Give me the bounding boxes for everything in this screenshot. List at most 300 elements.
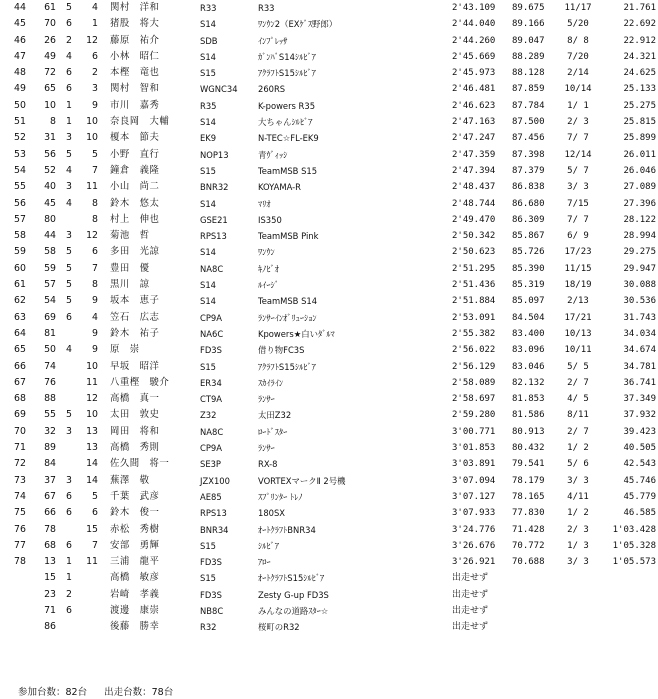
position-cell: 56 xyxy=(14,197,26,209)
table-row xyxy=(0,81,658,97)
percent-cell: 87.379 xyxy=(512,165,545,176)
driver-name-cell: 猪股 将大 xyxy=(110,18,160,30)
class-cell: 1 xyxy=(66,116,72,128)
gap-cell: 29.275 xyxy=(623,247,656,258)
percent-cell: 86.309 xyxy=(512,214,545,225)
car-number-cell: 15 xyxy=(44,572,56,584)
car-model-cell: S15 xyxy=(200,540,216,551)
table-row xyxy=(0,603,658,619)
team-cell: ｱｸﾗﾌﾄS15ｼﾙﾋﾞｱ xyxy=(258,68,316,79)
car-number-cell: 80 xyxy=(44,213,56,225)
table-row xyxy=(0,326,658,342)
gap-cell: 34.781 xyxy=(623,361,656,372)
car-model-cell: Z32 xyxy=(200,410,217,421)
time-cell: 3'26.676 xyxy=(452,540,496,551)
time-cell: 2'46.481 xyxy=(452,84,496,95)
position-cell: 72 xyxy=(14,458,26,470)
gap-cell: 45.746 xyxy=(623,475,656,486)
table-row xyxy=(0,375,658,391)
class-position-cell: 9 xyxy=(92,295,98,307)
car-model-cell: CP9A xyxy=(200,443,222,454)
percent-cell: 89.675 xyxy=(512,3,545,13)
table-row xyxy=(0,196,658,212)
car-number-cell: 49 xyxy=(44,50,56,62)
car-model-cell: SE3P xyxy=(200,459,221,470)
class-cell: 2 xyxy=(66,34,72,46)
class-cell: 3 xyxy=(66,474,72,486)
car-model-cell: SDB xyxy=(200,35,218,46)
gap-cell: 30.536 xyxy=(623,296,656,307)
team-cell: ｼﾙﾋﾞｱ xyxy=(258,540,279,551)
car-model-cell: FD3S xyxy=(200,345,222,356)
team-cell: RX-8 xyxy=(258,459,278,470)
table-row xyxy=(0,538,658,554)
car-model-cell: R35 xyxy=(200,100,217,111)
rank-cell: 11/15 xyxy=(564,263,592,274)
car-number-cell: 13 xyxy=(44,556,56,568)
gap-cell: 25.899 xyxy=(623,133,656,144)
table-row xyxy=(0,587,658,603)
time-cell: 2'44.040 xyxy=(452,19,496,30)
class-position-cell: 8 xyxy=(92,197,98,209)
class-position-cell: 13 xyxy=(86,425,98,437)
driver-name-cell: 三浦 龍平 xyxy=(110,556,160,568)
percent-cell: 85.867 xyxy=(512,231,545,242)
team-cell: ｷﾉﾋﾞｵ xyxy=(258,263,279,274)
driver-name-cell: 村上 伸也 xyxy=(110,213,160,225)
starters-count: 出走台数：78台 xyxy=(104,687,174,698)
rank-cell: 3/ 3 xyxy=(567,475,589,486)
class-position-cell: 11 xyxy=(86,181,98,193)
car-model-cell: NOP13 xyxy=(200,149,229,160)
class-position-cell: 9 xyxy=(92,327,98,339)
class-position-cell: 15 xyxy=(86,523,98,535)
gap-cell: 22.912 xyxy=(623,35,656,46)
gap-cell: 1'03.428 xyxy=(612,524,656,535)
position-cell: 75 xyxy=(14,507,26,519)
class-cell: 5 xyxy=(66,409,72,421)
rank-cell: 17/21 xyxy=(564,312,592,323)
car-model-cell: WGNC34 xyxy=(200,84,238,95)
car-model-cell: S14 xyxy=(200,280,216,291)
team-cell: ﾛｰﾄﾞｽﾀｰ xyxy=(258,426,288,437)
summary-footer xyxy=(18,684,187,698)
position-cell: 46 xyxy=(14,34,26,46)
table-row xyxy=(0,473,658,489)
table-row xyxy=(0,489,658,505)
class-cell: 6 xyxy=(66,604,72,616)
table-row xyxy=(0,359,658,375)
car-number-cell: 55 xyxy=(44,409,56,421)
driver-name-cell: 赤松 秀樹 xyxy=(110,523,160,535)
percent-cell: 77.830 xyxy=(512,508,545,519)
table-row xyxy=(0,407,658,423)
class-position-cell: 10 xyxy=(86,116,98,128)
time-cell: 3'07.094 xyxy=(452,475,496,486)
driver-name-cell: 早坂 昭洋 xyxy=(110,360,160,372)
driver-name-cell: 後藤 勝幸 xyxy=(110,621,160,633)
team-cell: ﾜﾝｳﾝ2（EXｹﾞｽ野郎） xyxy=(258,19,338,30)
rank-cell: 7/ 7 xyxy=(567,133,589,144)
table-row xyxy=(0,228,658,244)
gap-cell: 45.779 xyxy=(623,491,656,502)
team-cell: N-TEC☆FL-EK9 xyxy=(258,133,319,144)
car-number-cell: 76 xyxy=(44,376,56,388)
rank-cell: 2/ 3 xyxy=(567,117,589,128)
class-position-cell: 12 xyxy=(86,393,98,405)
position-cell: 63 xyxy=(14,311,26,323)
position-cell: 54 xyxy=(14,164,26,176)
table-row xyxy=(0,440,658,456)
driver-name-cell: 市川 嘉秀 xyxy=(110,99,160,111)
time-cell: 2'58.089 xyxy=(452,377,496,388)
rank-cell: 5/ 6 xyxy=(567,459,589,470)
rank-cell: 1/ 2 xyxy=(567,443,589,454)
team-cell: ｶﾞﾝﾊﾞS14ｼﾙﾋﾞｱ xyxy=(258,51,316,62)
table-row xyxy=(0,98,658,114)
car-number-cell: 58 xyxy=(44,246,56,258)
car-number-cell: 37 xyxy=(44,474,56,486)
class-cell: 5 xyxy=(66,148,72,160)
car-model-cell: CT9A xyxy=(200,394,223,405)
car-model-cell: R32 xyxy=(200,622,217,633)
position-cell: 50 xyxy=(14,99,26,111)
gap-cell: 39.423 xyxy=(623,426,656,437)
car-number-cell: 70 xyxy=(44,18,56,30)
class-cell: 4 xyxy=(66,50,72,62)
table-row xyxy=(0,277,658,293)
percent-cell: 81.853 xyxy=(512,394,545,405)
class-cell: 3 xyxy=(66,181,72,193)
class-position-cell: 2 xyxy=(92,67,98,79)
driver-name-cell: 笠石 広志 xyxy=(110,311,160,323)
car-number-cell: 68 xyxy=(44,539,56,551)
gap-cell: 25.133 xyxy=(623,84,656,95)
position-cell: 64 xyxy=(14,327,26,339)
driver-name-cell: 太田 敦史 xyxy=(110,409,160,421)
gap-cell: 21.761 xyxy=(623,3,656,13)
class-position-cell: 11 xyxy=(86,556,98,568)
rank-cell: 11/17 xyxy=(564,3,592,13)
percent-cell: 85.097 xyxy=(512,296,545,307)
time-cell: 2'46.623 xyxy=(452,100,496,111)
driver-name-cell: 渡邊 康崇 xyxy=(110,604,160,616)
time-cell: 2'47.394 xyxy=(452,165,496,176)
car-number-cell: 66 xyxy=(44,507,56,519)
percent-cell: 82.132 xyxy=(512,377,545,388)
time-cell: 2'44.260 xyxy=(452,35,496,46)
rank-cell: 2/14 xyxy=(567,68,589,79)
rank-cell: 1/ 3 xyxy=(567,540,589,551)
percent-cell: 89.166 xyxy=(512,19,545,30)
class-position-cell: 12 xyxy=(86,230,98,242)
driver-name-cell: 鈴木 悠太 xyxy=(110,197,160,209)
class-cell: 5 xyxy=(66,2,72,13)
time-cell: 2'56.129 xyxy=(452,361,496,372)
rank-cell: 17/23 xyxy=(564,247,592,258)
driver-name-cell: 高橋 敏彦 xyxy=(110,572,160,584)
car-model-cell: FD3S xyxy=(200,557,222,568)
team-cell: R33 xyxy=(258,3,275,13)
gap-cell: 36.741 xyxy=(623,377,656,388)
time-cell: 2'56.022 xyxy=(452,345,496,356)
class-position-cell: 9 xyxy=(92,344,98,356)
driver-name-cell: 小山 尚二 xyxy=(110,181,160,193)
gap-cell: 46.585 xyxy=(623,508,656,519)
table-row xyxy=(0,505,658,521)
car-number-cell: 88 xyxy=(44,393,56,405)
class-cell: 6 xyxy=(66,507,72,519)
class-position-cell: 7 xyxy=(92,539,98,551)
class-cell: 5 xyxy=(66,262,72,274)
rank-cell: 6/ 9 xyxy=(567,231,589,242)
car-number-cell: 65 xyxy=(44,83,56,95)
class-cell: 4 xyxy=(66,197,72,209)
team-cell: 太田Z32 xyxy=(258,410,292,421)
percent-cell: 85.726 xyxy=(512,247,545,258)
car-number-cell: 72 xyxy=(44,67,56,79)
time-cell: 2'45.973 xyxy=(452,68,496,79)
car-model-cell: S14 xyxy=(200,19,216,30)
car-number-cell: 86 xyxy=(44,621,56,633)
table-row xyxy=(0,179,658,195)
car-model-cell: S15 xyxy=(200,68,216,79)
position-cell: 69 xyxy=(14,409,26,421)
gap-cell: 42.543 xyxy=(623,459,656,470)
percent-cell: 80.432 xyxy=(512,443,545,454)
team-cell: IS350 xyxy=(258,214,282,225)
percent-cell: 87.456 xyxy=(512,133,545,144)
gap-cell: 31.743 xyxy=(623,312,656,323)
car-number-cell: 56 xyxy=(44,148,56,160)
time-cell: 2'59.280 xyxy=(452,410,496,421)
car-model-cell: FD3S xyxy=(200,589,222,600)
table-row xyxy=(0,456,658,472)
driver-name-cell: 坂本 恵子 xyxy=(110,295,160,307)
car-number-cell: 8 xyxy=(50,116,56,128)
table-row xyxy=(0,244,658,260)
driver-name-cell: 多田 光諒 xyxy=(110,246,160,258)
class-cell: 3 xyxy=(66,132,72,144)
rank-cell: 3/ 3 xyxy=(567,557,589,568)
car-model-cell: BNR32 xyxy=(200,182,229,193)
time-cell: 2'51.884 xyxy=(452,296,496,307)
position-cell: 47 xyxy=(14,50,26,62)
car-number-cell: 32 xyxy=(44,425,56,437)
percent-cell: 78.179 xyxy=(512,475,545,486)
time-cell: 2'50.623 xyxy=(452,247,496,258)
car-model-cell: S15 xyxy=(200,573,216,584)
position-cell: 60 xyxy=(14,262,26,274)
car-model-cell: S14 xyxy=(200,296,216,307)
car-number-cell: 40 xyxy=(44,181,56,193)
table-row xyxy=(0,212,658,228)
car-model-cell: S14 xyxy=(200,51,216,62)
driver-name-cell: 小野 直行 xyxy=(110,148,160,160)
driver-name-cell: 高橋 秀則 xyxy=(110,442,160,454)
driver-name-cell: 高橋 真一 xyxy=(110,393,160,405)
rank-cell: 2/ 7 xyxy=(567,377,589,388)
car-number-cell: 10 xyxy=(44,99,56,111)
table-row xyxy=(0,65,658,81)
percent-cell: 87.859 xyxy=(512,84,545,95)
driver-name-cell: 榎本 節夫 xyxy=(110,132,160,144)
driver-name-cell: 鈴木 祐子 xyxy=(110,327,160,339)
gap-cell: 37.349 xyxy=(623,394,656,405)
rank-cell: 8/ 8 xyxy=(567,35,589,46)
driver-name-cell: 黒川 諒 xyxy=(110,279,150,291)
team-cell: ﾗﾝｻｰ xyxy=(258,443,275,454)
time-cell: 2'47.247 xyxy=(452,133,496,144)
rank-cell: 2/ 7 xyxy=(567,426,589,437)
car-number-cell: 69 xyxy=(44,311,56,323)
percent-cell: 87.398 xyxy=(512,149,545,160)
percent-cell: 80.913 xyxy=(512,426,545,437)
team-cell: 借り物FC3S xyxy=(258,345,305,356)
percent-cell: 87.784 xyxy=(512,100,545,111)
percent-cell: 70.688 xyxy=(512,557,545,568)
time-cell: 2'48.744 xyxy=(452,198,496,209)
driver-name-cell: 佐久間 将一 xyxy=(110,458,170,470)
position-cell: 77 xyxy=(14,539,26,551)
percent-cell: 79.541 xyxy=(512,459,545,470)
position-cell: 74 xyxy=(14,490,26,502)
percent-cell: 87.500 xyxy=(512,117,545,128)
driver-name-cell: 岩崎 孝義 xyxy=(110,588,160,600)
car-number-cell: 71 xyxy=(44,604,56,616)
class-position-cell: 11 xyxy=(86,376,98,388)
team-cell: Zesty G-up FD3S xyxy=(258,589,329,600)
rank-cell: 1/ 1 xyxy=(567,100,589,111)
class-position-cell: 6 xyxy=(92,507,98,519)
class-position-cell: 8 xyxy=(92,213,98,225)
car-number-cell: 50 xyxy=(44,344,56,356)
driver-name-cell: 千葉 武彦 xyxy=(110,490,160,502)
class-position-cell: 5 xyxy=(92,148,98,160)
position-cell: 68 xyxy=(14,393,26,405)
rank-cell: 10/13 xyxy=(564,328,592,339)
team-cell: 桜町のR32 xyxy=(258,622,300,633)
rank-cell: 1/ 2 xyxy=(567,508,589,519)
car-number-cell: 57 xyxy=(44,279,56,291)
class-position-cell: 12 xyxy=(86,34,98,46)
time-cell: 3'24.776 xyxy=(452,524,496,535)
team-cell: ｽﾌﾟﾘﾝﾀｰ ﾄﾚﾉ xyxy=(258,491,303,502)
class-cell: 5 xyxy=(66,295,72,307)
position-cell: 44 xyxy=(14,2,26,13)
car-model-cell: NA8C xyxy=(200,263,224,274)
position-cell: 73 xyxy=(14,474,26,486)
car-number-cell: 74 xyxy=(44,360,56,372)
gap-cell: 24.321 xyxy=(623,51,656,62)
gap-cell: 28.994 xyxy=(623,231,656,242)
table-row xyxy=(0,163,658,179)
car-model-cell: R33 xyxy=(200,3,217,13)
class-cell: 6 xyxy=(66,67,72,79)
car-number-cell: 31 xyxy=(44,132,56,144)
time-cell: 3'01.853 xyxy=(452,443,496,454)
class-position-cell: 5 xyxy=(92,490,98,502)
table-row xyxy=(0,0,658,16)
rank-cell: 10/11 xyxy=(564,345,592,356)
gap-cell: 27.089 xyxy=(623,182,656,193)
driver-name-cell: 八重樫 駿介 xyxy=(110,376,170,388)
driver-name-cell: 関村 洋和 xyxy=(110,2,160,13)
table-row xyxy=(0,424,658,440)
class-position-cell: 8 xyxy=(92,279,98,291)
gap-cell: 40.505 xyxy=(623,443,656,454)
car-model-cell: S14 xyxy=(200,117,216,128)
position-cell: 49 xyxy=(14,83,26,95)
team-cell: TeamMSB Pink xyxy=(258,231,319,242)
car-model-cell: EK9 xyxy=(200,133,217,144)
percent-cell: 78.165 xyxy=(512,491,545,502)
rank-cell: 2/13 xyxy=(567,296,589,307)
class-cell: 1 xyxy=(66,572,72,584)
percent-cell: 83.400 xyxy=(512,328,545,339)
driver-name-cell: 豊田 優 xyxy=(110,262,150,274)
time-cell: 3'03.891 xyxy=(452,459,496,470)
car-number-cell: 89 xyxy=(44,442,56,454)
position-cell: 52 xyxy=(14,132,26,144)
team-cell: ｲﾝﾌﾟﾚｯｻ xyxy=(258,35,288,46)
table-row xyxy=(0,147,658,163)
team-cell: 180SX xyxy=(258,508,286,519)
car-model-cell: ER34 xyxy=(200,377,222,388)
rank-cell: 7/15 xyxy=(567,198,589,209)
percent-cell: 88.289 xyxy=(512,51,545,62)
percent-cell: 85.319 xyxy=(512,280,545,291)
gap-cell: 25.815 xyxy=(623,117,656,128)
class-cell: 6 xyxy=(66,83,72,95)
rank-cell: 4/ 5 xyxy=(567,394,589,405)
car-number-cell: 52 xyxy=(44,164,56,176)
position-cell: 53 xyxy=(14,148,26,160)
percent-cell: 86.838 xyxy=(512,182,545,193)
car-model-cell: S15 xyxy=(200,165,216,176)
class-cell: 3 xyxy=(66,230,72,242)
position-cell: 70 xyxy=(14,425,26,437)
car-number-cell: 81 xyxy=(44,327,56,339)
gap-cell: 24.625 xyxy=(623,68,656,79)
position-cell: 51 xyxy=(14,116,26,128)
car-model-cell: S14 xyxy=(200,198,216,209)
position-cell: 78 xyxy=(14,556,26,568)
class-position-cell: 7 xyxy=(92,262,98,274)
table-row xyxy=(0,33,658,49)
car-model-cell: NB8C xyxy=(200,605,224,616)
driver-name-cell: 関村 智和 xyxy=(110,83,160,95)
table-row xyxy=(0,49,658,65)
time-cell: 3'07.127 xyxy=(452,491,496,502)
rank-cell: 8/11 xyxy=(567,410,589,421)
car-model-cell: CP9A xyxy=(200,312,222,323)
car-model-cell: AE85 xyxy=(200,491,222,502)
gap-cell: 26.046 xyxy=(623,165,656,176)
gap-cell: 1'05.573 xyxy=(612,557,656,568)
table-row xyxy=(0,342,658,358)
time-cell: 3'00.771 xyxy=(452,426,496,437)
class-position-cell: 7 xyxy=(92,164,98,176)
time-cell: 2'53.091 xyxy=(452,312,496,323)
time-cell: 3'07.933 xyxy=(452,508,496,519)
driver-name-cell: 藤原 祐介 xyxy=(110,34,160,46)
time-cell: 2'50.342 xyxy=(452,231,496,242)
driver-name-cell: 本樫 竜也 xyxy=(110,67,160,79)
team-cell: ﾗﾝｻｰｲﾝｵﾞﾘｭｰｼｮﾝ xyxy=(258,312,317,323)
gap-cell: 37.932 xyxy=(623,410,656,421)
car-model-cell: NA8C xyxy=(200,426,224,437)
